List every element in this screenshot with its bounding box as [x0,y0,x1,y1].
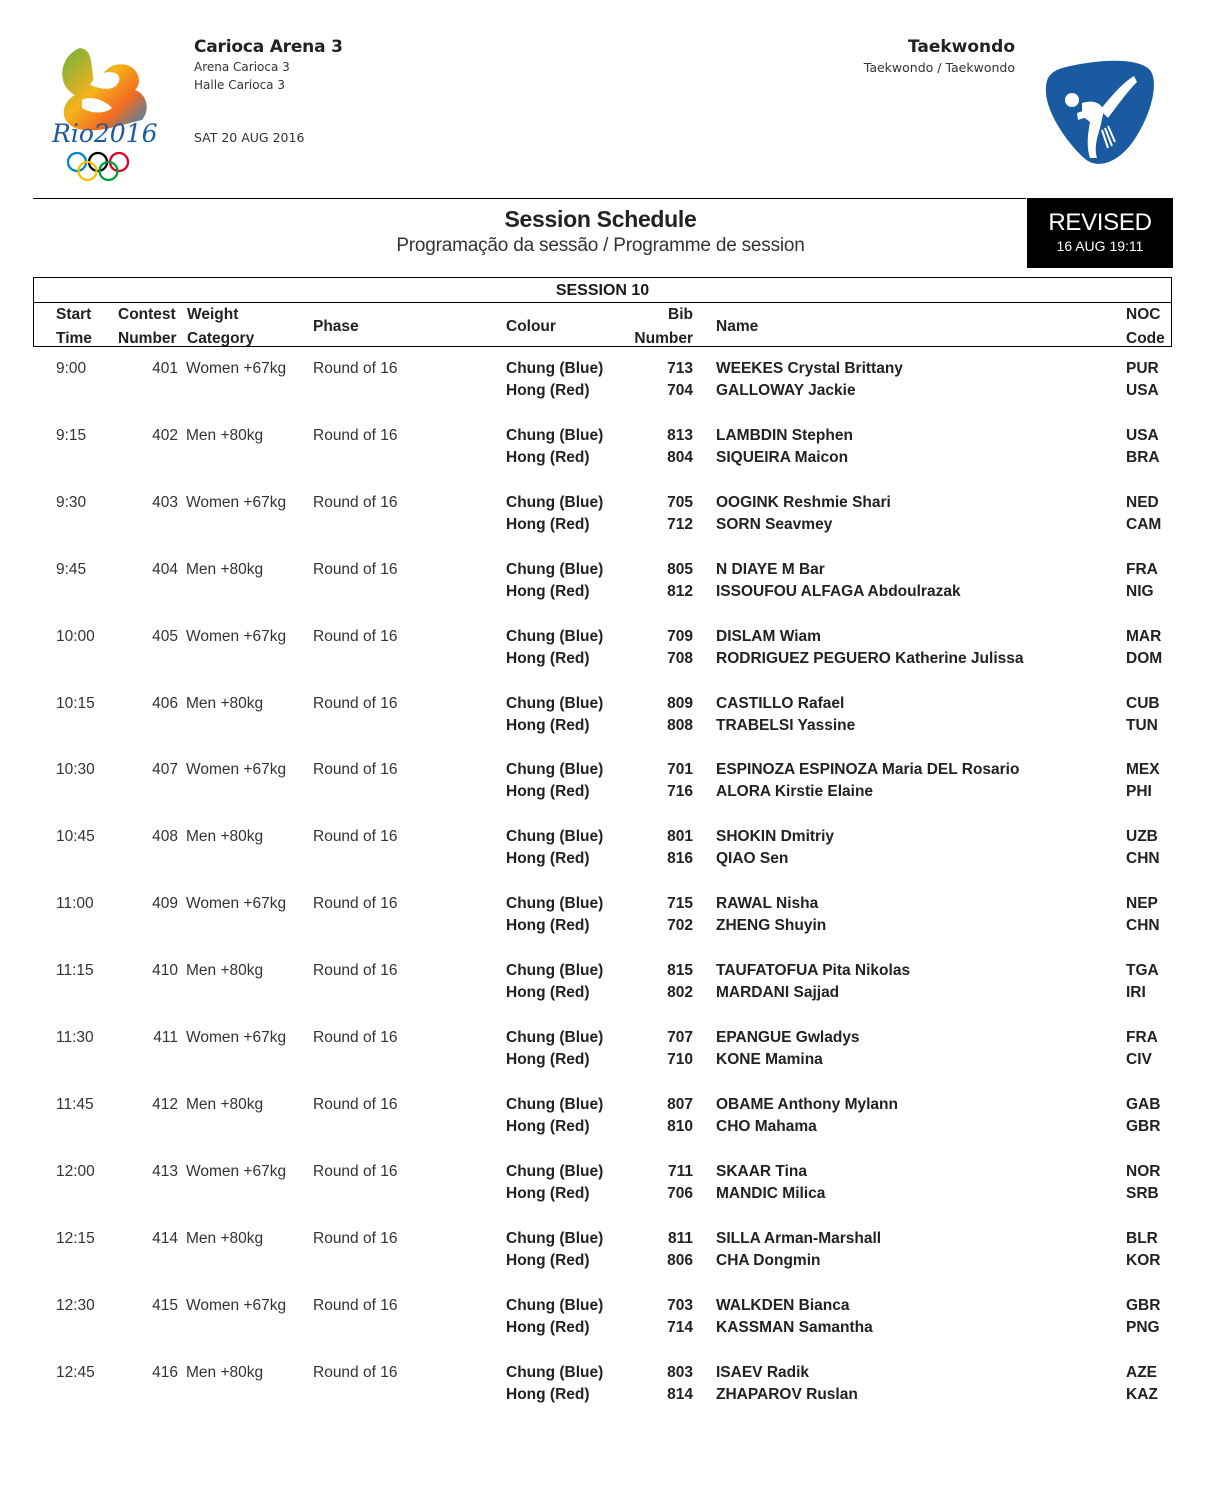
red-athlete-name: MANDIC Milica [716,1184,826,1202]
red-bib-number: 810 [667,1117,693,1135]
contest-row [0,1094,1205,1139]
blue-corner-colour: Chung (Blue) [506,761,604,779]
blue-athlete-name: LAMBDIN Stephen [716,426,853,444]
phase: Round of 16 [313,1095,398,1113]
red-athlete-name: RODRIGUEZ PEGUERO Katherine Julissa [716,649,1024,667]
weight-category: Men +80kg [186,1095,264,1113]
red-bib-number: 702 [667,917,693,935]
start-time: 10:15 [56,694,95,712]
venue-name-pt: Arena Carioca 3 [194,60,290,74]
weight-category: Women +67kg [186,761,287,779]
column-header-colour: Colour [506,318,556,335]
red-noc-code: KAZ [1126,1385,1158,1403]
column-header-bib-number [630,303,693,351]
blue-athlete-name: CASTILLO Rafael [716,694,845,712]
red-bib-number: 708 [667,649,693,667]
start-time: 10:30 [56,761,95,779]
red-corner-colour: Hong (Red) [506,515,590,533]
red-corner-colour: Hong (Red) [506,984,590,1002]
contest-number: 410 [152,962,178,980]
blue-corner-colour: Chung (Blue) [506,694,604,712]
weight-category: Men +80kg [186,962,264,980]
column-header-line: Weight [187,306,239,323]
contest-number: 412 [152,1095,178,1113]
blue-athlete-name: TAUFATOFUA Pita Nikolas [716,962,911,980]
blue-noc-code: PUR [1126,360,1159,377]
contest-number: 403 [152,493,178,511]
red-athlete-name: ALORA Kirstie Elaine [716,783,874,801]
red-bib-number: 714 [667,1318,693,1336]
column-header-line: NOC [1126,306,1161,323]
contest-number: 414 [152,1229,178,1247]
blue-bib-number: 703 [667,1296,693,1314]
phase: Round of 16 [313,493,398,511]
blue-noc-code: MEX [1126,761,1160,779]
blue-corner-colour: Chung (Blue) [506,493,604,511]
weight-category: Men +80kg [186,1363,264,1381]
blue-bib-number: 801 [667,828,693,846]
red-bib-number: 704 [667,382,693,399]
red-noc-code: DOM [1126,649,1163,667]
red-bib-number: 804 [667,448,693,466]
blue-noc-code: AZE [1126,1363,1157,1381]
event-date: SAT 20 AUG 2016 [194,130,305,145]
sport-title: Taekwondo [907,37,1015,57]
column-header-weight-category [187,303,254,351]
red-noc-code: PNG [1126,1318,1160,1336]
contest-row [0,1228,1205,1273]
column-header-noc-code [1126,303,1165,351]
blue-corner-colour: Chung (Blue) [506,1229,604,1247]
red-bib-number: 716 [667,783,693,801]
weight-category: Women +67kg [186,1162,287,1180]
weight-category: Women +67kg [186,1029,287,1046]
contest-number: 406 [152,694,178,712]
weight-category: Men +80kg [186,560,264,578]
weight-category: Men +80kg [186,828,264,846]
red-noc-code: KOR [1126,1251,1161,1269]
red-noc-code: USA [1126,382,1159,399]
red-bib-number: 808 [667,716,693,734]
column-header-start-time [56,303,92,351]
blue-corner-colour: Chung (Blue) [506,360,604,377]
contest-row [0,759,1205,804]
start-time: 10:00 [56,627,95,645]
blue-bib-number: 807 [667,1095,693,1113]
blue-athlete-name: SHOKIN Dmitriy [716,828,834,846]
phase: Round of 16 [313,426,398,444]
blue-athlete-name: EPANGUE Gwladys [716,1029,860,1046]
blue-corner-colour: Chung (Blue) [506,828,604,846]
blue-corner-colour: Chung (Blue) [506,1363,604,1381]
red-bib-number: 712 [667,515,693,533]
contest-row [0,425,1205,470]
header-divider [33,198,1026,199]
blue-bib-number: 707 [667,1029,693,1046]
column-header-line: Code [1126,330,1165,347]
blue-athlete-name: WALKDEN Bianca [716,1296,850,1314]
phase: Round of 16 [313,694,398,712]
blue-noc-code: GAB [1126,1095,1161,1113]
red-bib-number: 710 [667,1051,693,1068]
blue-noc-code: USA [1126,426,1159,444]
blue-bib-number: 709 [667,627,693,645]
blue-corner-colour: Chung (Blue) [506,895,604,913]
phase: Round of 16 [313,828,398,846]
contest-row [0,626,1205,671]
start-time: 12:00 [56,1162,95,1180]
blue-athlete-name: RAWAL Nisha [716,895,819,913]
red-athlete-name: GALLOWAY Jackie [716,382,856,399]
phase: Round of 16 [313,560,398,578]
blue-athlete-name: WEEKES Crystal Brittany [716,360,903,377]
contest-number: 402 [152,426,178,444]
blue-corner-colour: Chung (Blue) [506,426,604,444]
blue-athlete-name: OBAME Anthony Mylann [716,1095,898,1113]
start-time: 9:00 [56,360,87,377]
contest-number: 411 [153,1029,178,1046]
blue-athlete-name: DISLAM Wiam [716,627,821,645]
red-noc-code: SRB [1126,1184,1159,1202]
contest-number: 404 [152,560,178,578]
weight-category: Men +80kg [186,1229,264,1247]
blue-bib-number: 711 [667,1162,693,1180]
phase: Round of 16 [313,761,398,779]
weight-category: Men +80kg [186,694,264,712]
contest-number: 413 [152,1162,178,1180]
red-athlete-name: MARDANI Sajjad [716,984,840,1002]
blue-bib-number: 815 [667,962,693,980]
red-athlete-name: ZHENG Shuyin [716,917,827,935]
phase: Round of 16 [313,360,398,377]
blue-corner-colour: Chung (Blue) [506,962,604,980]
venue-name-fr: Halle Carioca 3 [194,78,285,92]
contest-number: 401 [152,360,178,377]
start-time: 9:30 [56,493,87,511]
red-corner-colour: Hong (Red) [506,1251,590,1269]
red-corner-colour: Hong (Red) [506,1051,590,1068]
blue-noc-code: MAR [1126,627,1162,645]
blue-bib-number: 809 [667,694,693,712]
red-noc-code: GBR [1126,1117,1161,1135]
column-header-name: Name [716,318,759,335]
blue-bib-number: 715 [667,895,693,913]
column-header-contest-number [118,303,177,351]
red-noc-code: CIV [1126,1051,1152,1068]
sport-subtitle: Taekwondo / Taekwondo [863,60,1015,75]
rio2016-emblem-icon [50,40,160,190]
red-noc-code: CHN [1126,850,1160,868]
red-athlete-name: TRABELSI Yassine [716,716,856,734]
phase: Round of 16 [313,1363,398,1381]
red-corner-colour: Hong (Red) [506,850,590,868]
red-athlete-name: KONE Mamina [716,1051,823,1068]
red-noc-code: CHN [1126,917,1160,935]
red-corner-colour: Hong (Red) [506,917,590,935]
red-bib-number: 706 [667,1184,693,1202]
contest-row [0,893,1205,938]
session-label: SESSION 10 [555,282,650,299]
blue-athlete-name: SKAAR Tina [716,1162,808,1180]
red-athlete-name: CHO Mahama [716,1117,817,1135]
start-time: 11:45 [56,1095,94,1113]
contest-row [0,1161,1205,1206]
start-time: 12:45 [56,1363,95,1381]
red-athlete-name: CHA Dongmin [716,1251,821,1269]
red-corner-colour: Hong (Red) [506,649,590,667]
contest-number: 407 [152,761,178,779]
phase: Round of 16 [313,1229,398,1247]
red-noc-code: BRA [1126,448,1160,466]
red-noc-code: TUN [1126,716,1158,734]
contest-row [0,826,1205,871]
contest-row [0,960,1205,1005]
red-corner-colour: Hong (Red) [506,716,590,734]
red-athlete-name: SIQUEIRA Maicon [716,448,849,466]
venue-info [194,37,343,145]
document-subtitle: Programação da sessão / Programme de session [396,235,805,256]
contest-number: 405 [152,627,178,645]
red-corner-colour: Hong (Red) [506,382,590,399]
column-header-line: Contest [118,306,176,323]
contest-number: 409 [152,895,178,913]
phase: Round of 16 [313,895,398,913]
red-athlete-name: ZHAPAROV Ruslan [716,1385,858,1403]
rio2016-logo [50,40,160,190]
blue-bib-number: 701 [667,761,693,779]
blue-athlete-name: N DIAYE M Bar [716,560,825,578]
red-corner-colour: Hong (Red) [506,1318,590,1336]
phase: Round of 16 [313,1162,398,1180]
red-athlete-name: QIAO Sen [716,850,789,868]
contest-row [0,1362,1205,1407]
red-bib-number: 806 [667,1251,693,1269]
weight-category: Women +67kg [186,1296,287,1314]
blue-athlete-name: OOGINK Reshmie Shari [716,493,891,511]
start-time: 12:15 [56,1229,95,1247]
column-header-line: Bib [668,306,693,323]
blue-noc-code: TGA [1126,962,1159,980]
column-header-line: Number [634,330,693,347]
contest-number: 416 [152,1363,178,1381]
contest-row [0,358,1205,403]
weight-category: Women +67kg [186,493,287,511]
red-corner-colour: Hong (Red) [506,582,590,600]
column-header-phase: Phase [313,318,359,335]
start-time: 11:15 [56,962,94,980]
blue-noc-code: BLR [1126,1229,1158,1247]
weight-category: Women +67kg [186,360,287,377]
start-time: 10:45 [56,828,95,846]
blue-athlete-name: ISAEV Radik [716,1363,810,1381]
blue-bib-number: 705 [667,493,693,511]
phase: Round of 16 [313,1296,398,1314]
blue-bib-number: 813 [667,426,693,444]
blue-noc-code: GBR [1126,1296,1161,1314]
red-noc-code: CAM [1126,515,1162,533]
revised-date: 16 AUG 19:11 [1056,238,1144,254]
revised-badge [1027,198,1173,268]
revised-label: REVISED [1048,209,1152,236]
phase: Round of 16 [313,1029,398,1046]
start-time: 11:00 [56,895,94,913]
column-header-line: Number [118,330,177,347]
red-corner-colour: Hong (Red) [506,783,590,801]
red-athlete-name: SORN Seavmey [716,515,833,533]
blue-corner-colour: Chung (Blue) [506,627,604,645]
red-corner-colour: Hong (Red) [506,1385,590,1403]
blue-noc-code: FRA [1126,560,1158,578]
red-bib-number: 816 [667,850,693,868]
phase: Round of 16 [313,627,398,645]
contest-number: 408 [152,828,178,846]
blue-corner-colour: Chung (Blue) [506,1162,604,1180]
blue-corner-colour: Chung (Blue) [506,1095,604,1113]
red-noc-code: IRI [1126,984,1146,1002]
column-header-line: Start [56,306,92,323]
column-header-line: Time [56,330,92,347]
contest-number: 415 [152,1296,178,1314]
blue-noc-code: NEP [1126,895,1158,913]
red-bib-number: 812 [667,582,693,600]
red-corner-colour: Hong (Red) [506,1184,590,1202]
red-bib-number: 814 [667,1385,693,1403]
red-bib-number: 802 [667,984,693,1002]
phase: Round of 16 [313,962,398,980]
blue-noc-code: FRA [1126,1029,1158,1046]
blue-bib-number: 803 [667,1363,693,1381]
blue-noc-code: CUB [1126,694,1160,712]
blue-athlete-name: ESPINOZA ESPINOZA Maria DEL Rosario [716,761,1020,779]
contest-row [0,693,1205,738]
contest-row [0,1295,1205,1340]
red-corner-colour: Hong (Red) [506,1117,590,1135]
contest-row [0,559,1205,604]
weight-category: Men +80kg [186,426,264,444]
contest-row [0,492,1205,537]
red-athlete-name: KASSMAN Samantha [716,1318,873,1336]
blue-bib-number: 805 [667,560,693,578]
document-title-block [33,206,1168,257]
blue-bib-number: 713 [667,360,693,377]
start-time: 12:30 [56,1296,95,1314]
blue-corner-colour: Chung (Blue) [506,1296,604,1314]
rio2016-wordmark: Rio2016 [52,119,158,148]
document-title: Session Schedule [504,206,697,232]
blue-bib-number: 811 [667,1229,693,1247]
blue-noc-code: NOR [1126,1162,1161,1180]
weight-category: Women +67kg [186,895,287,913]
column-header-line: Category [187,330,255,347]
start-time: 11:30 [56,1029,94,1046]
venue-title: Carioca Arena 3 [194,37,343,57]
red-noc-code: NIG [1126,582,1154,600]
taekwondo-pictogram-icon [1042,58,1157,168]
table-header-divider [33,346,1172,347]
sport-info [864,37,1015,75]
contest-row [0,1027,1205,1072]
blue-noc-code: UZB [1126,828,1158,846]
blue-athlete-name: SILLA Arman-Marshall [716,1229,882,1247]
blue-corner-colour: Chung (Blue) [506,1029,604,1046]
red-athlete-name: ISSOUFOU ALFAGA Abdoulrazak [716,582,961,600]
red-corner-colour: Hong (Red) [506,448,590,466]
red-noc-code: PHI [1126,783,1152,801]
blue-corner-colour: Chung (Blue) [506,560,604,578]
start-time: 9:45 [56,560,87,578]
weight-category: Women +67kg [186,627,287,645]
start-time: 9:15 [56,426,87,444]
blue-noc-code: NED [1126,493,1159,511]
